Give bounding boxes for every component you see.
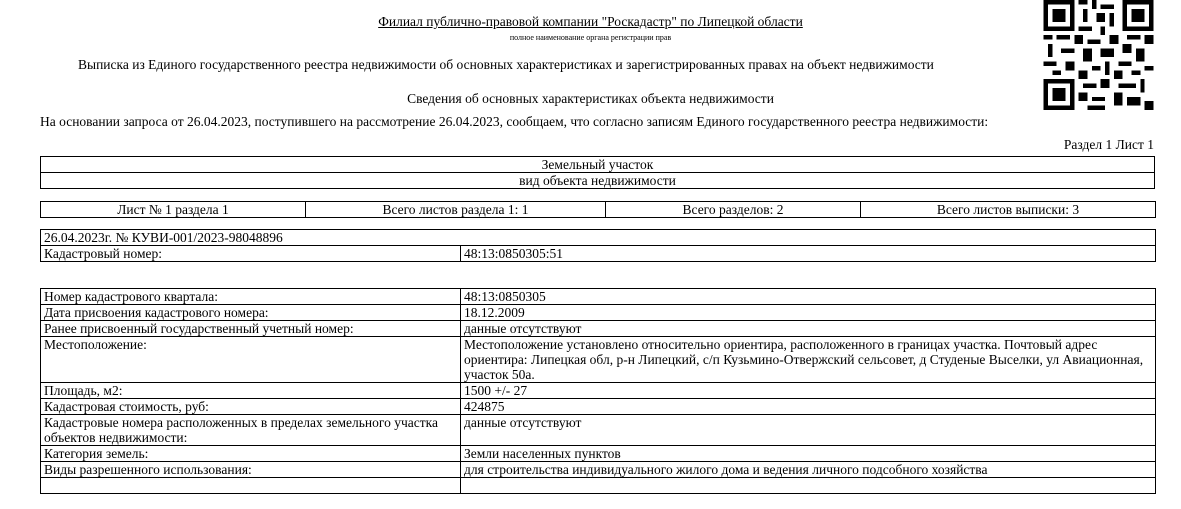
object-type-caption: вид объекта недвижимости [41,173,1155,189]
table-row [41,321,1156,337]
table-row [41,446,1156,462]
characteristics-table [40,288,1156,494]
section-sheet-label: Раздел 1 Лист 1 [1063,137,1154,152]
cadastral-number-label: Кадастровый номер: [41,246,461,262]
row-value: Местоположение установлено относительно ориентира, расположенного в границах участка. Почтовый адрес ориентира: Липецкая обл, р-н Липецкий, с/п Кузьмино-Отвержский сельсовет, д Студеные Выселки, ул Авиационная, участок 50а. [461,337,1156,383]
table-row [41,289,1156,305]
row-label: Кадастровые номера расположенных в пределах земельного участка объектов недвижимости: [41,415,461,446]
request-intro: На основании запроса от 26.04.2023, поступившего на рассмотрение 26.04.2023, сообщаем, что согласно записям Единого государственного реестра недвижимости: [40,114,989,129]
total-sections: Всего разделов: 2 [606,202,861,218]
row-value: данные отсутствуют [461,321,1156,337]
row-label: Номер кадастрового квартала: [41,289,461,305]
table-row [41,337,1156,383]
row-label: Категория земель: [41,446,461,462]
sheets-table [40,201,1156,218]
row-label: Виды разрешенного использования: [41,462,461,478]
section-title: Сведения об основных характеристиках объекта недвижимости [407,91,774,106]
row-value: 1500 +/- 27 [461,383,1156,399]
record-date-number: 26.04.2023г. № КУВИ-001/2023-98048896 [41,230,1156,246]
row-value: данные отсутствуют [461,415,1156,446]
row-value [461,478,1156,494]
table-row [41,415,1156,446]
row-label: Площадь, м2: [41,383,461,399]
total-section-sheets: Всего листов раздела 1: 1 [306,202,606,218]
org-caption: полное наименование органа регистрации прав [509,33,672,42]
table-row [41,305,1156,321]
cadastral-number-value: 48:13:0850305:51 [461,246,1156,262]
row-value: 424875 [461,399,1156,415]
row-value: для строительства индивидуального жилого дома и ведения личного подсобного хозяйства [461,462,1156,478]
row-value: 48:13:0850305 [461,289,1156,305]
table-row [41,462,1156,478]
record-table [40,229,1156,262]
row-label: Местоположение: [41,337,461,383]
object-type: Земельный участок [41,157,1155,173]
document-title: Выписка из Единого государственного реестра недвижимости об основных характеристиках и зарегистрированных правах на объект недвижимости [78,57,934,72]
total-extract-sheets: Всего листов выписки: 3 [861,202,1156,218]
sheet-number: Лист № 1 раздела 1 [41,202,306,218]
table-row [41,383,1156,399]
table-row [41,399,1156,415]
row-label: Ранее присвоенный государственный учетный номер: [41,321,461,337]
qr-code [1042,0,1155,110]
row-label [41,478,461,494]
row-value: 18.12.2009 [461,305,1156,321]
row-label: Кадастровая стоимость, руб: [41,399,461,415]
row-label: Дата присвоения кадастрового номера: [41,305,461,321]
object-type-table [40,156,1155,189]
org-name: Филиал публично-правовой компании "Роскадастр" по Липецкой области [378,14,803,29]
table-row [41,478,1156,494]
row-value: Земли населенных пунктов [461,446,1156,462]
